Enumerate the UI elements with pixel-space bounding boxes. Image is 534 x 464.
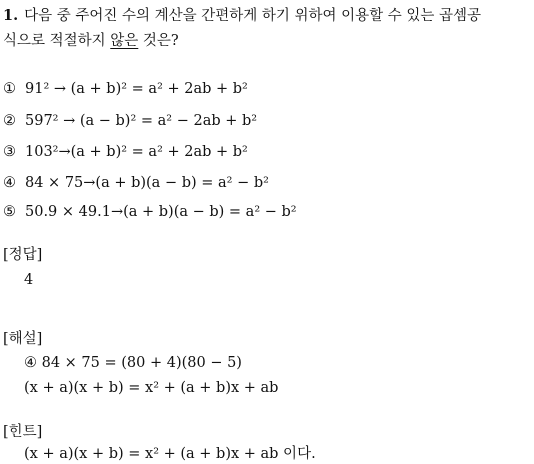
question-number: 1.	[3, 7, 19, 24]
question-line-2	[3, 32, 179, 50]
hint-label: [힌트]	[3, 424, 43, 440]
option-2-marker: ②	[3, 113, 16, 129]
question-text-line2-before: 식으로 적절하지	[3, 33, 111, 49]
answer-label: [정답]	[3, 247, 43, 263]
option-5	[3, 203, 297, 221]
question-line-1	[3, 7, 481, 25]
option-2-text: 597² → (a − b)² = a² − 2ab + b²	[25, 113, 258, 129]
explanation-line-2: (x + a)(x + b) = x² + (a + b)x + ab	[24, 380, 279, 396]
question-underlined-word: 않은	[110, 33, 139, 49]
hint-line-1: (x + a)(x + b) = x² + (a + b)x + ab 이다.	[24, 446, 316, 462]
answer-value: 4	[24, 272, 34, 288]
option-1-text: 91² → (a + b)² = a² + 2ab + b²	[25, 81, 248, 97]
option-5-marker: ⑤	[3, 204, 16, 220]
option-4-marker: ④	[3, 175, 16, 191]
option-4-text: 84 × 75→(a + b)(a − b) = a² − b²	[25, 175, 269, 191]
option-5-text: 50.9 × 49.1→(a + b)(a − b) = a² − b²	[25, 204, 297, 220]
explanation-label: [해설]	[3, 331, 43, 347]
option-4	[3, 174, 269, 192]
option-3	[3, 143, 248, 161]
option-3-text: 103²→(a + b)² = a² + 2ab + b²	[25, 144, 248, 160]
option-3-marker: ③	[3, 144, 16, 160]
option-1	[3, 80, 248, 98]
explanation-line-1: ④ 84 × 75 = (80 + 4)(80 − 5)	[24, 355, 242, 371]
option-2	[3, 112, 257, 130]
question-text-line1: 다음 중 주어진 수의 계산을 간편하게 하기 위하여 이용할 수 있는 곱셈공	[24, 8, 482, 24]
question-text-line2-after: 것은?	[138, 33, 179, 49]
option-1-marker: ①	[3, 81, 16, 97]
